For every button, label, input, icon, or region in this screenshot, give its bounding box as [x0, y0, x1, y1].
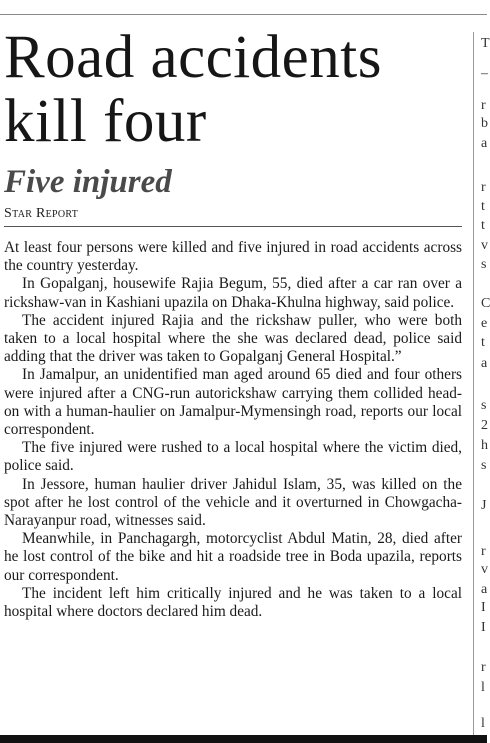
adjacent-column-fragment: – — [481, 66, 488, 81]
adjacent-column-fragment: e — [481, 316, 488, 331]
top-rule — [0, 14, 487, 15]
adjacent-column-fragment: a — [481, 356, 488, 371]
adjacent-column-fragment: s — [481, 458, 487, 473]
subheadline: Five injured — [4, 164, 172, 200]
article-body — [4, 239, 464, 621]
adjacent-column-fragment: r — [481, 180, 486, 195]
headline: Road accidents kill four — [4, 24, 382, 155]
paragraph: In Jessore, human haulier driver Jahidul Islam, 35, was killed on the spot after he lost control of the vehicle and it overturned in Chowgacha-Narayanpur road, witnesses said. — [4, 475, 462, 530]
adjacent-column-fragment: t — [481, 335, 485, 350]
paragraph: The incident left him critically injured and he was taken to a local hospital where doctors declared him dead. — [4, 584, 462, 621]
adjacent-column-fragment: t — [481, 199, 485, 214]
paragraph: The accident injured Rajia and the rickshaw puller, who were both taken to a local hospital where the she was declared dead, police said adding that the driver was taken to Gopalganj General Hospital.” — [4, 311, 462, 366]
adjacent-column-fragment: a — [481, 136, 488, 151]
adjacent-column-fragment: l — [481, 716, 485, 731]
adjacent-column-fragment: r — [481, 544, 486, 559]
adjacent-column-fragment: s — [481, 398, 487, 413]
paragraph: In Gopalganj, housewife Rajia Begum, 55, died after a car ran over a rickshaw-van in Kashiani upazila on Dhaka-Khulna highway, said police. — [4, 275, 462, 311]
bottom-bar — [0, 735, 487, 743]
adjacent-column-fragment: a — [481, 582, 488, 597]
paragraph: At least four persons were killed and five injured in road accidents across the country yesterday. — [4, 239, 462, 275]
paragraph: Meanwhile, in Panchagargh, motorcyclist Abdul Matin, 28, died after he lost control of the bike and hit a roadside tree in Boda upazila, reports our correspondent. — [4, 530, 462, 584]
adjacent-column-fragment: h — [481, 438, 488, 453]
byline: Star Report — [4, 204, 462, 227]
adjacent-column-fragment: I — [481, 600, 486, 615]
adjacent-column-fragment: r — [481, 98, 486, 113]
paragraph: In Jamalpur, an unidentified man aged around 65 died and four others were injured after a CNG-run autorickshaw carrying them collided head-on with a human-haulier on Jamalpur-Mymensingh road, reports our local correspondent. — [4, 366, 462, 439]
adjacent-column-fragment: l — [481, 680, 485, 695]
adjacent-column-fragment: v — [481, 238, 488, 253]
adjacent-column-fragment: C — [481, 296, 490, 311]
adjacent-column-fragment: 2 — [481, 418, 488, 433]
adjacent-column-fragment: I — [481, 620, 486, 635]
adjacent-column-fragment: r — [481, 660, 486, 675]
paragraph: The five injured were rushed to a local hospital where the victim died, police said. — [4, 439, 462, 475]
adjacent-column-fragment: t — [481, 218, 485, 233]
adjacent-column-fragment: J — [481, 498, 487, 513]
adjacent-column-fragment: v — [481, 562, 488, 577]
adjacent-column-fragment: T — [481, 36, 490, 51]
article — [4, 26, 464, 621]
adjacent-column-fragment: b — [481, 116, 488, 131]
column-divider — [473, 32, 474, 743]
adjacent-column-fragment: s — [481, 257, 487, 272]
